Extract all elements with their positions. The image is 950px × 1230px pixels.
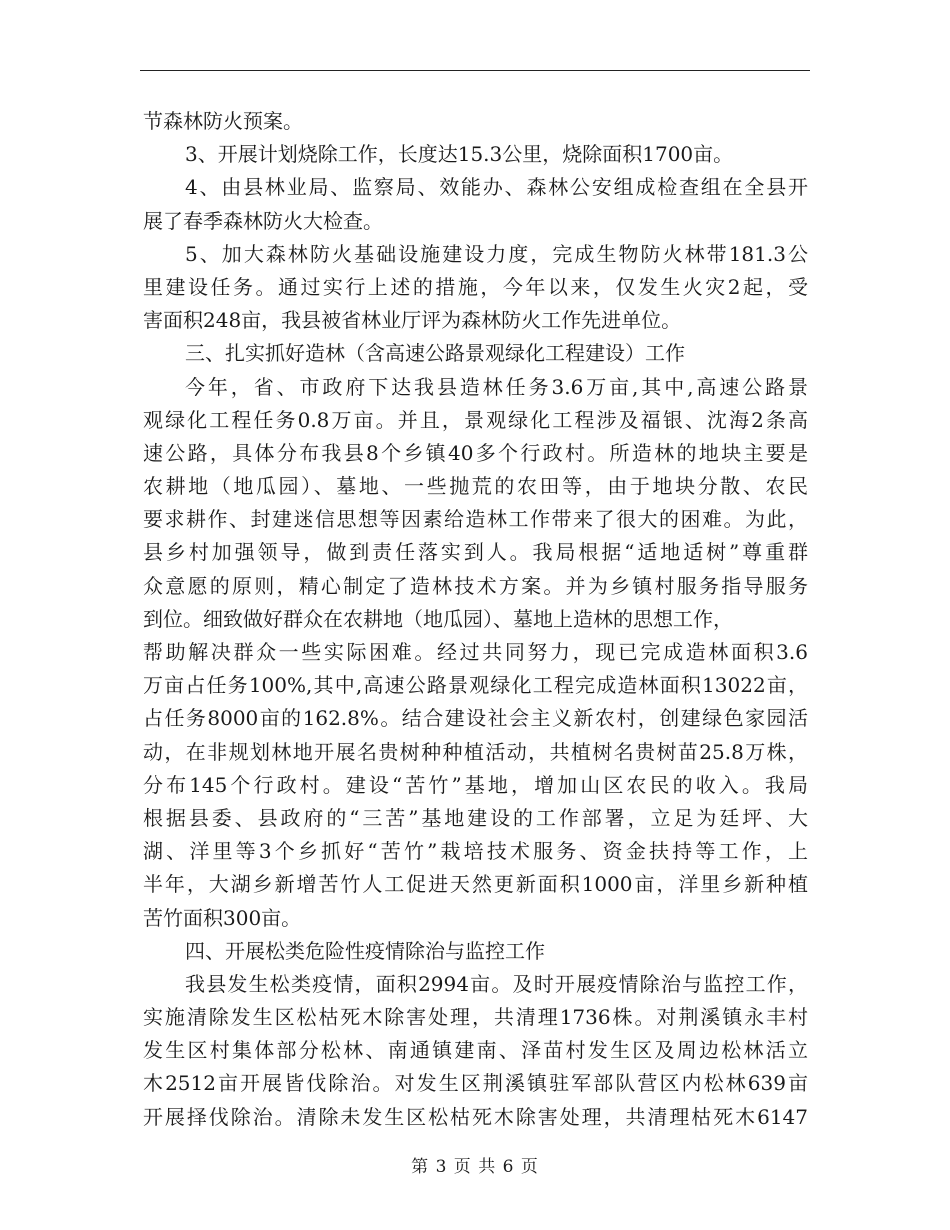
text-line: 县乡村加强领导，做到责任落实到人。我局根据“适地适树”尊重群 [143,540,808,565]
text-line: 害面积248亩，我县被省林业厅评为森林防火工作先进单位。 [143,308,682,333]
text-line: 4、由县林业局、监察局、效能办、森林公安组成检查组在全县开 [185,175,808,200]
text-line: 根据县委、县政府的“三苦”基地建设的工作部署，立足为廷坪、大 [143,805,808,830]
text-line: 万亩占任务100%,其中,高速公路景观绿化工程完成造林面积13022亩， [143,673,808,698]
text-line: 到位。细致做好群众在农耕地（地瓜园）、墓地上造林的思想工作， [143,606,733,631]
text-line: 今年，省、市政府下达我县造林任务3.6万亩,其中,高速公路景 [185,374,808,399]
text-line: 半年，大湖乡新增苦竹人工促进天然更新面积1000亩，洋里乡新种植 [143,872,808,897]
text-line: 节森林防火预案。 [143,109,303,133]
text-line: 展了春季森林防火大检查。 [143,208,383,233]
document-body [143,105,808,1134]
text-line: 观绿化工程任务0.8万亩。并且，景观绿化工程涉及福银、沈海2条高 [143,407,808,432]
text-line: 木2512亩开展皆伐除治。对发生区荆溪镇驻军部队营区内松林639亩 [143,1071,808,1096]
text-line: 3、开展计划烧除工作，长度达15.3公里，烧除面积1700亩。 [185,142,734,167]
text-line: 5、加大森林防火基础设施建设力度，完成生物防火林带181.3公 [185,241,808,266]
text-line: 众意愿的原则，精心制定了造林技术方案。并为乡镇村服务指导服务 [143,573,808,598]
page-number: 第 3 页 共 6 页 [411,1157,539,1177]
text-line: 里建设任务。通过实行上述的措施，今年以来，仅发生火灾2起，受 [143,274,808,299]
text-line: 苦竹面积300亩。 [143,905,302,930]
section-heading: 四、开展松类危险性疫情除治与监控工作 [185,938,545,963]
section-heading: 三、扎实抓好造林（含高速公路景观绿化工程建设）工作 [185,341,685,366]
text-line: 开展择伐除治。清除未发生区松枯死木除害处理，共清理枯死木6147 [143,1104,808,1129]
text-line: 要求耕作、封建迷信思想等因素给造林工作带来了很大的困难。为此， [143,507,808,532]
text-line: 湖、洋里等3个乡抓好“苦竹”栽培技术服务、资金扶持等工作，上 [143,839,808,864]
text-line: 农耕地（地瓜园）、墓地、一些抛荒的农田等，由于地块分散、农民 [143,474,808,499]
text-line: 占任务8000亩的162.8%。结合建设社会主义新农村，创建绿色家园活 [143,706,808,731]
text-line: 分布145个行政村。建设“苦竹”基地，增加山区农民的收入。我局 [143,772,808,797]
text-line: 动，在非规划林地开展名贵树种种植活动，共植树名贵树苗25.8万株， [143,739,808,764]
text-line: 帮助解决群众一些实际困难。经过共同努力，现已完成造林面积3.6 [143,640,808,664]
text-line: 发生区村集体部分松林、南通镇建南、泽苗村发生区及周边松林活立 [143,1038,808,1063]
text-line: 我县发生松类疫情，面积2994亩。及时开展疫情除治与监控工作， [185,971,808,996]
text-line: 实施清除发生区松枯死木除害处理，共清理1736株。对荆溪镇永丰村 [143,1005,808,1030]
header-rule [140,70,810,71]
text-line: 速公路，具体分布我县8个乡镇40多个行政村。所造林的地块主要是 [143,440,808,465]
